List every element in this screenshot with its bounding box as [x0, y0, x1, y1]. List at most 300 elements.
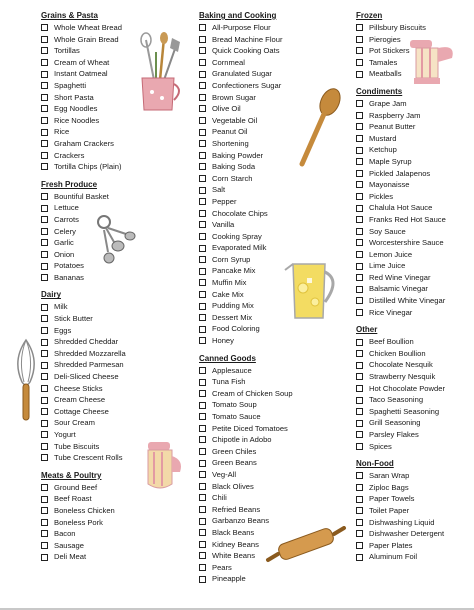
checkbox[interactable]	[356, 274, 363, 281]
item-label: Bacon	[54, 529, 76, 539]
checklist-item[interactable]	[199, 434, 293, 446]
checklist-item[interactable]	[356, 505, 446, 517]
checkbox[interactable]	[356, 135, 363, 142]
checklist-item[interactable]	[41, 482, 126, 494]
item-label: Boneless Chicken	[54, 505, 115, 515]
checkbox[interactable]	[199, 541, 206, 548]
checklist-item[interactable]	[199, 173, 293, 185]
checklist-item[interactable]	[199, 277, 293, 289]
checkbox[interactable]	[41, 251, 48, 258]
checklist-item[interactable]	[356, 272, 446, 284]
item-label: Veg-All	[212, 469, 237, 479]
checkbox[interactable]	[356, 484, 363, 491]
checklist-item[interactable]	[356, 110, 446, 122]
checklist-item[interactable]	[41, 359, 126, 371]
checkbox[interactable]	[199, 390, 206, 397]
checkbox[interactable]	[41, 304, 48, 311]
checkbox[interactable]	[356, 263, 363, 270]
checkbox[interactable]	[356, 147, 363, 154]
checkbox[interactable]	[41, 129, 48, 136]
checkbox[interactable]	[356, 472, 363, 479]
section-title: Other	[356, 325, 378, 335]
checkbox[interactable]	[41, 397, 48, 404]
checklist-item[interactable]	[41, 68, 126, 80]
checklist-item[interactable]	[199, 208, 293, 220]
item-label: Tomato Soup	[212, 400, 257, 410]
checklist-item[interactable]	[199, 411, 293, 423]
checkbox[interactable]	[199, 379, 206, 386]
checkbox[interactable]	[356, 507, 363, 514]
checklist-item[interactable]	[41, 191, 126, 203]
checkbox[interactable]	[356, 530, 363, 537]
item-label: Onion	[54, 249, 75, 259]
checklist-item[interactable]	[199, 231, 293, 243]
wooden-spoon-icon	[296, 86, 342, 168]
checklist-item[interactable]	[356, 260, 446, 272]
checkbox[interactable]	[356, 519, 363, 526]
checklist-item[interactable]	[199, 57, 293, 69]
checklist-item[interactable]	[199, 388, 293, 400]
section-baking-and-cooking	[199, 10, 293, 347]
checkbox[interactable]	[41, 496, 48, 503]
checklist-item[interactable]	[41, 161, 126, 173]
checklist-item[interactable]	[199, 68, 293, 80]
checklist-item[interactable]	[41, 272, 126, 284]
checklist-item[interactable]	[356, 168, 446, 180]
checklist-item[interactable]	[41, 336, 126, 348]
item-label: Cooking Spray	[212, 231, 262, 241]
checkbox[interactable]	[41, 554, 48, 561]
checkbox[interactable]	[356, 36, 363, 43]
checklist-item[interactable]	[356, 493, 446, 505]
checkbox[interactable]	[356, 47, 363, 54]
checklist-item[interactable]	[356, 249, 446, 261]
checklist-item[interactable]	[199, 219, 293, 231]
checklist-item[interactable]	[356, 283, 446, 295]
checkbox[interactable]	[356, 286, 363, 293]
item-label: Parsley Flakes	[369, 430, 419, 439]
checkbox[interactable]	[356, 496, 363, 503]
checklist-item[interactable]	[356, 540, 446, 552]
checkbox[interactable]	[356, 24, 363, 31]
checklist-item[interactable]	[199, 481, 293, 493]
section-title: Frozen	[356, 11, 383, 20]
checkbox[interactable]	[356, 309, 363, 316]
checkbox[interactable]	[199, 24, 206, 31]
checkbox[interactable]	[199, 471, 206, 478]
checklist-item[interactable]	[41, 517, 126, 529]
checklist-item[interactable]	[356, 482, 446, 494]
checklist-item[interactable]	[41, 301, 126, 313]
checklist-item[interactable]	[199, 446, 293, 458]
checkbox[interactable]	[356, 362, 363, 369]
checkbox[interactable]	[199, 483, 206, 490]
item-label: Shredded Cheddar	[54, 337, 119, 347]
checklist-item[interactable]	[41, 371, 126, 383]
item-label: Cornmeal	[212, 57, 245, 67]
checkbox[interactable]	[41, 484, 48, 491]
checkbox[interactable]	[199, 337, 206, 344]
checkbox[interactable]	[199, 576, 206, 583]
checklist-item[interactable]	[41, 45, 126, 57]
checklist-item[interactable]	[41, 493, 126, 505]
checkbox[interactable]	[199, 268, 206, 275]
checkbox[interactable]	[356, 385, 363, 392]
checklist-item[interactable]	[356, 348, 446, 360]
checkbox[interactable]	[199, 303, 206, 310]
checklist-item[interactable]	[41, 80, 126, 92]
item-label: Rice Vinegar	[369, 307, 413, 317]
checkbox[interactable]	[41, 263, 48, 270]
checklist-item[interactable]	[356, 429, 446, 441]
checkbox[interactable]	[41, 105, 48, 112]
checklist-item[interactable]	[41, 325, 126, 337]
checklist-item[interactable]	[41, 441, 126, 453]
item-label: Franks Red Hot Sauce	[369, 214, 446, 224]
checkbox[interactable]	[356, 123, 363, 130]
checklist-item[interactable]	[41, 528, 126, 540]
checklist-item[interactable]	[41, 103, 126, 115]
checklist-item[interactable]	[356, 22, 446, 34]
section-title: Fresh Produce	[41, 179, 98, 189]
section-other	[356, 324, 446, 452]
item-label: Hot Chocolate Powder	[369, 383, 445, 393]
checkbox[interactable]	[41, 193, 48, 200]
checklist-item[interactable]	[356, 371, 446, 383]
checklist-item[interactable]	[199, 289, 293, 301]
checkbox[interactable]	[199, 518, 206, 525]
checkbox[interactable]	[41, 239, 48, 246]
checkbox[interactable]	[199, 140, 206, 147]
checklist-item[interactable]	[199, 34, 293, 46]
item-label: Pancake Mix	[212, 266, 256, 276]
checklist-item[interactable]	[199, 504, 293, 516]
checkbox[interactable]	[199, 47, 206, 54]
checkbox[interactable]	[41, 507, 48, 514]
checklist-item[interactable]	[41, 313, 126, 325]
checkbox[interactable]	[356, 158, 363, 165]
item-label: Pierogies	[369, 34, 401, 44]
item-label: Granulated Sugar	[212, 69, 272, 79]
checkbox[interactable]	[41, 454, 48, 461]
checkbox[interactable]	[199, 233, 206, 240]
checkbox[interactable]	[356, 554, 363, 561]
pot-holder-icon	[140, 440, 186, 496]
item-label: Lime Juice	[369, 261, 406, 271]
checkbox[interactable]	[199, 506, 206, 513]
checkbox[interactable]	[41, 519, 48, 526]
checklist-item[interactable]	[356, 226, 446, 238]
item-label: Garlic	[54, 238, 74, 248]
checklist-item[interactable]	[41, 383, 126, 395]
checklist-item[interactable]	[41, 406, 126, 418]
checklist-item[interactable]	[41, 92, 126, 104]
checklist-item[interactable]	[199, 103, 293, 115]
checkbox[interactable]	[41, 530, 48, 537]
checklist-item[interactable]	[199, 469, 293, 481]
checklist-item[interactable]	[41, 551, 126, 563]
checkbox[interactable]	[41, 350, 48, 357]
checkbox[interactable]	[199, 436, 206, 443]
item-label: Balsamic Vinegar	[369, 284, 428, 294]
checkbox[interactable]	[199, 529, 206, 536]
checkbox[interactable]	[199, 402, 206, 409]
checklist-item[interactable]	[199, 323, 293, 335]
checkbox[interactable]	[356, 239, 363, 246]
checklist-item[interactable]	[199, 92, 293, 104]
checkbox[interactable]	[41, 216, 48, 223]
item-label: Dishwashing Liquid	[369, 517, 435, 527]
item-label: Aluminum Foil	[369, 552, 418, 562]
checklist-item[interactable]	[41, 348, 126, 360]
checklist-item[interactable]	[41, 138, 126, 150]
checklist-item[interactable]	[356, 383, 446, 395]
checkbox[interactable]	[41, 431, 48, 438]
checklist-item[interactable]	[356, 394, 446, 406]
checkbox[interactable]	[41, 47, 48, 54]
checkbox[interactable]	[41, 542, 48, 549]
checklist-item[interactable]	[356, 144, 446, 156]
item-label: White Beans	[212, 551, 256, 561]
checklist-item[interactable]	[41, 540, 126, 552]
checkbox[interactable]	[199, 36, 206, 43]
item-label: Saran Wrap	[369, 471, 410, 481]
checkbox[interactable]	[199, 425, 206, 432]
checklist-item[interactable]	[41, 57, 126, 69]
checklist-item[interactable]	[199, 254, 293, 266]
item-label: Green Beans	[212, 458, 257, 468]
checkbox[interactable]	[41, 59, 48, 66]
checklist-item[interactable]	[41, 394, 126, 406]
checklist-item[interactable]	[199, 242, 293, 254]
checkbox[interactable]	[199, 105, 206, 112]
checkbox[interactable]	[356, 297, 363, 304]
checklist-item[interactable]	[356, 336, 446, 348]
checkbox[interactable]	[356, 112, 363, 119]
checklist-item[interactable]	[356, 406, 446, 418]
checklist-item[interactable]	[199, 312, 293, 324]
checklist-item[interactable]	[199, 80, 293, 92]
checkbox[interactable]	[356, 181, 363, 188]
checkbox[interactable]	[199, 210, 206, 217]
checkbox[interactable]	[41, 327, 48, 334]
checkbox[interactable]	[356, 193, 363, 200]
checklist-item[interactable]	[199, 138, 293, 150]
checkbox[interactable]	[41, 152, 48, 159]
checklist-item[interactable]	[199, 399, 293, 411]
checklist-item[interactable]	[199, 196, 293, 208]
checkbox[interactable]	[199, 291, 206, 298]
checkbox[interactable]	[41, 443, 48, 450]
item-label: Beef Boullion	[369, 337, 414, 347]
checkbox[interactable]	[199, 256, 206, 263]
checklist-item[interactable]	[199, 492, 293, 504]
item-label: Corn Starch	[212, 173, 253, 183]
checklist	[356, 98, 446, 318]
item-label: Spices	[369, 441, 392, 451]
checklist-item[interactable]	[41, 150, 126, 162]
checkbox[interactable]	[199, 221, 206, 228]
checklist-item[interactable]	[356, 214, 446, 226]
checklist-item[interactable]	[199, 365, 293, 377]
checkbox[interactable]	[41, 315, 48, 322]
checkbox[interactable]	[41, 274, 48, 281]
checkbox[interactable]	[41, 82, 48, 89]
checklist-item[interactable]	[356, 237, 446, 249]
checkbox[interactable]	[199, 245, 206, 252]
checkbox[interactable]	[199, 460, 206, 467]
item-label: Chocolate Nesquik	[369, 360, 433, 370]
checklist-item[interactable]	[356, 98, 446, 110]
checkbox[interactable]	[41, 71, 48, 78]
checklist	[199, 22, 293, 347]
item-label: Strawberry Nesquik	[369, 372, 436, 382]
item-label: Potatoes	[54, 261, 84, 271]
checklist-item[interactable]	[199, 22, 293, 34]
checkbox[interactable]	[356, 71, 363, 78]
checkbox[interactable]	[199, 448, 206, 455]
checkbox[interactable]	[199, 82, 206, 89]
checklist-item[interactable]	[41, 34, 126, 46]
item-label: Confectioners Sugar	[212, 80, 282, 90]
checkbox[interactable]	[356, 443, 363, 450]
checkbox[interactable]	[199, 152, 206, 159]
checkbox[interactable]	[41, 373, 48, 380]
column-3	[356, 10, 446, 569]
checklist-item[interactable]	[356, 133, 446, 145]
checklist-item[interactable]	[41, 417, 126, 429]
checklist-item[interactable]	[41, 429, 126, 441]
checklist-item[interactable]	[199, 457, 293, 469]
checkbox[interactable]	[41, 117, 48, 124]
item-label: Shredded Parmesan	[54, 360, 124, 370]
checkbox[interactable]	[356, 431, 363, 438]
checkbox[interactable]	[199, 564, 206, 571]
checklist-item[interactable]	[356, 417, 446, 429]
checkbox[interactable]	[356, 216, 363, 223]
checkbox[interactable]	[199, 129, 206, 136]
checklist-item[interactable]	[356, 191, 446, 203]
checklist-item[interactable]	[41, 505, 126, 517]
checklist-item[interactable]	[41, 126, 126, 138]
item-label: Bread Machine Flour	[212, 34, 283, 44]
checkbox[interactable]	[41, 339, 48, 346]
checkbox[interactable]	[199, 187, 206, 194]
checkbox[interactable]	[356, 59, 363, 66]
checklist-item[interactable]	[199, 376, 293, 388]
checklist-item[interactable]	[356, 517, 446, 529]
checkbox[interactable]	[356, 339, 363, 346]
checklist-item[interactable]	[356, 441, 446, 453]
checkbox[interactable]	[199, 59, 206, 66]
checklist-item[interactable]	[199, 115, 293, 127]
item-label: Sausage	[54, 540, 84, 550]
checklist-item[interactable]	[199, 150, 293, 162]
checkbox[interactable]	[199, 175, 206, 182]
checklist-item[interactable]	[356, 307, 446, 319]
checkbox[interactable]	[356, 228, 363, 235]
checkbox[interactable]	[41, 362, 48, 369]
checkbox[interactable]	[356, 100, 363, 107]
checklist-item[interactable]	[356, 470, 446, 482]
checklist-item[interactable]	[356, 551, 446, 563]
checkbox[interactable]	[41, 36, 48, 43]
checklist-item[interactable]	[41, 22, 126, 34]
checkbox[interactable]	[199, 117, 206, 124]
item-label: Black Beans	[212, 527, 255, 537]
checkbox[interactable]	[356, 170, 363, 177]
checklist-item[interactable]	[41, 115, 126, 127]
checklist-item[interactable]	[356, 295, 446, 307]
checkbox[interactable]	[41, 94, 48, 101]
checklist-item[interactable]	[356, 156, 446, 168]
checkbox[interactable]	[356, 408, 363, 415]
checkbox[interactable]	[356, 397, 363, 404]
item-label: Pineapple	[212, 574, 246, 584]
checkbox[interactable]	[356, 373, 363, 380]
item-label: Refried Beans	[212, 504, 261, 514]
checklist-item[interactable]	[199, 161, 293, 173]
checkbox[interactable]	[41, 140, 48, 147]
checklist-item[interactable]	[199, 300, 293, 312]
checkbox[interactable]	[41, 420, 48, 427]
checklist-item[interactable]	[41, 452, 126, 464]
checklist-item[interactable]	[199, 573, 293, 585]
checkbox[interactable]	[356, 420, 363, 427]
checkbox[interactable]	[356, 542, 363, 549]
checkbox[interactable]	[199, 94, 206, 101]
checkbox[interactable]	[199, 198, 206, 205]
checklist-item[interactable]	[199, 126, 293, 138]
checkbox[interactable]	[199, 326, 206, 333]
item-label: Kidney Beans	[212, 539, 259, 549]
column-2	[199, 10, 293, 591]
checkbox[interactable]	[356, 350, 363, 357]
checkbox[interactable]	[356, 205, 363, 212]
checkbox[interactable]	[199, 71, 206, 78]
checklist-item[interactable]	[356, 528, 446, 540]
checkbox[interactable]	[41, 408, 48, 415]
checklist-item[interactable]	[199, 45, 293, 57]
checkbox[interactable]	[41, 24, 48, 31]
checkbox[interactable]	[41, 228, 48, 235]
checkbox[interactable]	[199, 163, 206, 170]
item-label: Dishwasher Detergent	[369, 529, 445, 539]
checkbox[interactable]	[41, 205, 48, 212]
item-label: Stick Butter	[54, 314, 93, 324]
checklist-item[interactable]	[356, 202, 446, 214]
item-label: Celery	[54, 226, 76, 236]
checkbox[interactable]	[199, 279, 206, 286]
checklist-item[interactable]	[199, 335, 293, 347]
checkbox[interactable]	[199, 552, 206, 559]
checkbox[interactable]	[41, 163, 48, 170]
checklist-item[interactable]	[356, 121, 446, 133]
checkbox[interactable]	[199, 314, 206, 321]
checkbox[interactable]	[199, 367, 206, 374]
checklist-item[interactable]	[356, 179, 446, 191]
checklist-item[interactable]	[199, 265, 293, 277]
checkbox[interactable]	[199, 413, 206, 420]
checkbox[interactable]	[199, 494, 206, 501]
checklist-item[interactable]	[199, 184, 293, 196]
checklist-item[interactable]	[199, 423, 293, 435]
checklist-item[interactable]	[356, 359, 446, 371]
checkbox[interactable]	[41, 385, 48, 392]
checkbox[interactable]	[356, 251, 363, 258]
section-title: Canned Goods	[199, 353, 256, 363]
item-label: Honey	[212, 336, 234, 346]
